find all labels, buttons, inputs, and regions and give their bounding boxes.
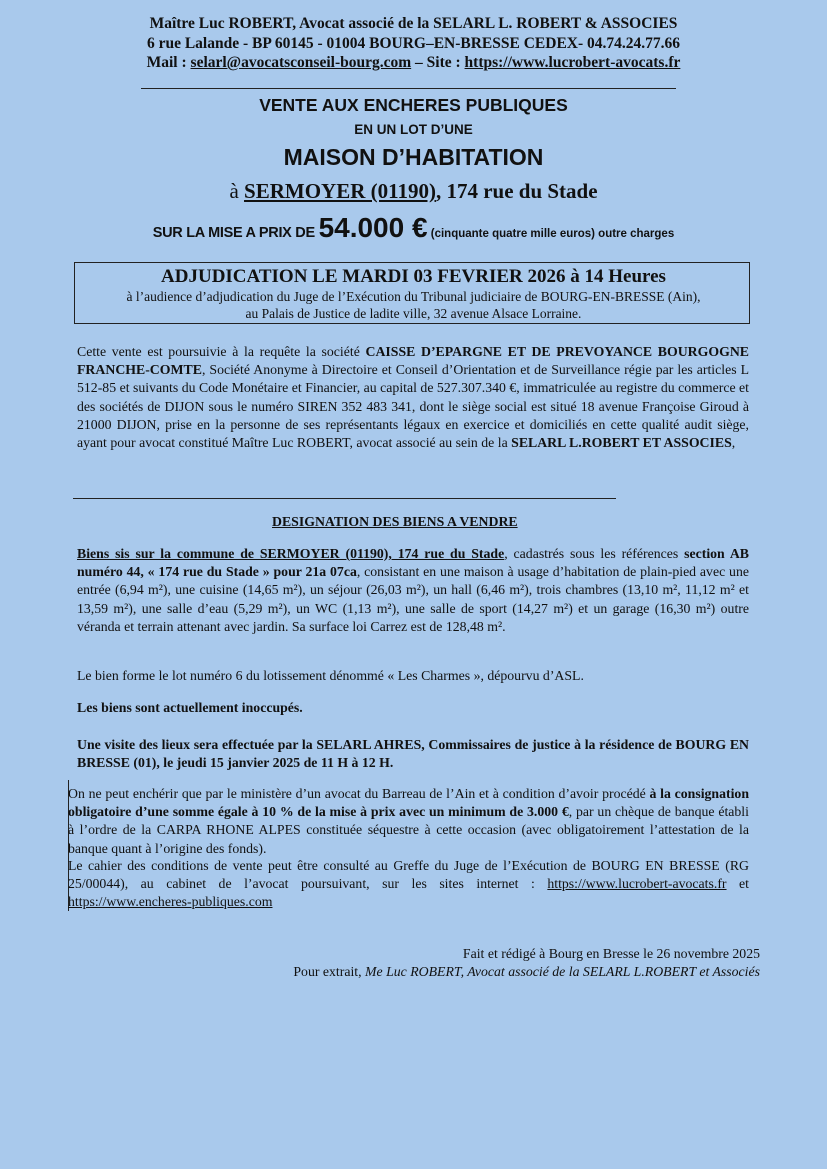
adjudication-address: au Palais de Justice de ladite ville, 32 avenue Alsace Lorraine. — [245, 306, 582, 321]
address: , 174 rue du Stade — [435, 179, 598, 203]
subdivision-note: Le bien forme le lot numéro 6 du lotissement dénommé « Les Charmes », dépourvu d’ASL. — [77, 668, 584, 683]
letterhead-contact — [0, 53, 827, 73]
adjudication-title: ADJUDICATION LE MARDI 03 FEVRIER 2026 à 14 Heures — [161, 266, 666, 287]
mail-link[interactable]: selarl@avocatsconseil-bourg.com — [190, 54, 412, 71]
commune: SERMOYER (01190) — [244, 179, 436, 203]
price-value: 54.000 € — [318, 212, 428, 243]
creditor-paragraph: Cette vente est poursuivie à la requête la société CAISSE D’EPARGNE ET DE PREVOYANCE BOURGOGNE FRANCHE-COMTE, Société Anonyme à Directoire et Conseil d’Orientation et de Surveillance régie par les articles L 512-85 et suivants du Code Monétaire et Financier, au capital de 527.307.340 €, immatriculée au registre du commerce et des sociétés de DIJON sous le numéro SIREN 352 483 341, dont le siège social est situé 18 avenue Françoise Giroud à 21000 DIJON, prise en la personne de ses représentants légaux en exercice et domiciliés en cette qualité audit siège, ayant pour avocat constitué Maître Luc ROBERT, avocat associé au sein de la SELARL L.ROBERT ET ASSOCIES, — [77, 344, 749, 451]
lawyer-site-link[interactable]: https://www.lucrobert-avocats.fr — [547, 876, 727, 892]
reserve-label: SUR LA MISE A PRIX DE — [152, 225, 319, 241]
cadastral-reference: section AB numéro 44, « 174 rue du Stade » pour 21a 07ca — [77, 546, 749, 580]
auction-site-link[interactable]: https://www.encheres-publiques.com — [68, 894, 273, 910]
letterhead-name: Maître Luc ROBERT, Avocat associé de la SELARL L. ROBERT & ASSOCIES — [149, 15, 678, 32]
property-location: à SERMOYER (01190), 174 rue du Stade — [229, 179, 598, 203]
site-link[interactable]: https://www.lucrobert-avocats.fr — [464, 54, 681, 71]
section-divider — [73, 498, 616, 499]
designation-heading: DESIGNATION DES BIENS A VENDRE — [272, 514, 518, 529]
creditor-name: CAISSE D’EPARGNE ET DE PREVOYANCE BOURGOGNE FRANCHE-COMTE — [77, 344, 749, 378]
law-firm: SELARL L.ROBERT ET ASSOCIES — [511, 435, 732, 451]
signature-line: Pour extrait, Me Luc ROBERT, Avocat associé de la SELARL L.ROBERT et Associés — [293, 964, 760, 979]
signature-date: Fait et rédigé à Bourg en Bresse le 26 novembre 2025 — [462, 946, 760, 961]
specifications-note: Le cahier des conditions de vente peut être consulté au Greffe du Juge de l’Exécution de BOURG EN BRESSE (RG 25/00044), au cabinet de l’avocat poursuivant, sur les sites internet : https://www.lucrobert-avocats.fr et https://www.encheres-publiques.com — [68, 858, 749, 910]
visit-note: Une visite des lieux sera effectuée par la SELARL AHRES, Commissaires de justice à la résidence de BOURG EN BRESSE (01), le jeudi 15 janvier 2025 de 11 H à 12 H. — [77, 737, 749, 771]
header-divider — [141, 88, 676, 89]
mail-label: Mail : — [146, 54, 191, 71]
signatory: Me Luc ROBERT, Avocat associé de la SELARL L.ROBERT et Associés — [365, 964, 760, 979]
price-words: (cinquante quatre mille euros) outre charges — [427, 228, 675, 240]
bidding-conditions: On ne peut enchérir que par le ministère d’un avocat du Barreau de l’Ain et à condition d’avoir procédé à la consignation obligatoire d’une somme égale à 10 % de la mise à prix avec un minimum de 3.000 €, par un chèque de banque établi à l’ordre de la CARPA RHONE ALPES constituée séquestre à cette occasion (avec obligatoirement l’attestation de la banque quant à l’origine des fonds). — [68, 786, 749, 856]
occupancy-note: Les biens sont actuellement inoccupés. — [77, 700, 303, 715]
sale-title: VENTE AUX ENCHERES PUBLIQUES — [259, 95, 568, 115]
property-description: Biens sis sur la commune de SERMOYER (01190), 174 rue du Stade, cadastrés sous les références section AB numéro 44, « 174 rue du Stade » pour 21a 07ca, consistant en une maison à usage d’habitation de plain-pied avec une entrée (6,94 m²), une cuisine (14,65 m²), un séjour (26,03 m²), un hall (6,46 m²), trois chambres (13,10 m², 11,12 m² et 13,59 m²), une salle d’eau (5,29 m²), un WC (1,13 m²), une salle de sport (14,27 m²) et un garage (16,30 m²) outre véranda et terrain attenant avec jardin. Sa surface loi Carrez est de 128,48 m². — [77, 546, 749, 634]
letterhead — [0, 14, 827, 73]
adjudication-court: à l’audience d’adjudication du Juge de l’Exécution du Tribunal judiciaire de BOURG-EN-BRESSE (Ain), — [126, 289, 701, 304]
deposit-requirement: à la consignation obligatoire d’une somme égale à 10 % de la mise à prix avec un minimum de 3.000 € — [68, 786, 749, 820]
site-label: – Site : — [411, 54, 465, 71]
sale-subtitle: EN UN LOT D’UNE — [354, 122, 473, 137]
letterhead-address: 6 rue Lalande - BP 60145 - 01004 BOURG–EN-BRESSE CEDEX- 04.74.24.77.66 — [146, 34, 681, 52]
reserve-price — [0, 212, 827, 244]
property-address: Biens sis sur la commune de SERMOYER (01190), 174 rue du Stade — [77, 546, 505, 561]
property-type: MAISON D’HABITATION — [283, 144, 544, 170]
